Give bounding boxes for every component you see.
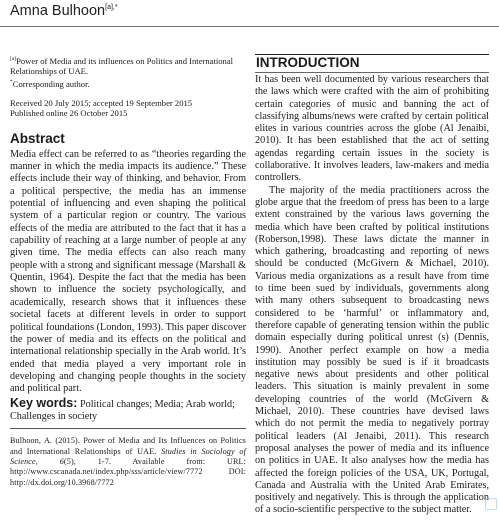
introduction-paragraph: It has been well documented by various researchers that the laws which were crafted with the aim of prohibiting certain categories of music and banning the act of classifying albums/news were crafted by certain political elites in various countries across the globe (Al Jenaibi, 2010). It has been established that the act of setting agendas regarding certain issues in the society is collaborative. It involves leaders, law-makers and media controllers. xyxy=(255,74,489,184)
corresponding-mark: * xyxy=(10,79,13,86)
corresponding-footnote xyxy=(10,77,246,89)
affiliation-text: Power of Media and its influences on Politics and International Relationships of UAE. xyxy=(10,55,234,77)
citation xyxy=(10,436,246,487)
left-column xyxy=(10,28,246,488)
citation-rule xyxy=(10,428,246,429)
header-rule xyxy=(0,26,499,27)
corresponding-text: Corresponding author. xyxy=(12,78,90,89)
author-name xyxy=(10,3,118,19)
keywords-text: Political changes; Media; Arab world; Challenges in society xyxy=(10,398,235,422)
introduction-heading: INTRODUCTION xyxy=(256,55,360,70)
affiliation-footnote xyxy=(10,54,246,77)
author-marks: [a],* xyxy=(105,4,118,12)
introduction-paragraph: The majority of the media practitioners across the globe argue that the freedom of press has been to a large extent constrained by the various laws governing the media which have been crafted by political institutions (Roberson,1998). These laws dictate the manner in which gathering, broadcasting and reporting of news should be conducted (McGivern & Michael, 2010). Various media organizations as a result have from time to time been sued by individuals, governments along with many others subsequent to broadcasting news considered to be ‘harmful’ or inflammatory and, therefore capable of generating tension within the public domain especially during political unrest (s) (Dennis, 1990). Another perfect example on how a media institution may possibly be sued is if it broadcasts negative news about presidents and other political leaders. This situation is mainly prevalent in some developing countries of the world (McGivern & Michael, 2010). These countries have devised laws which do not permit the media to negatively portray political leaders (Al Jenaibi, 2011). This research proposal analyses the power of media and its influence on politics in UAE. It also analyses how the media has affected the foreign policies of the USA, UK, Portugal, Canada and Australia with the United Arab Emirates, positively and negatively. This is through the application of a socio-scientific perspective to the subject matter. xyxy=(255,184,489,516)
abstract-heading: Abstract xyxy=(10,130,65,146)
keywords xyxy=(10,397,246,424)
right-column xyxy=(255,28,489,517)
published-date: Published online 26 October 2015 xyxy=(10,108,128,119)
citation-before: Bulhoon, A. (2015). Power of Media and Its Influences on Politics and International Relationships of UAE. xyxy=(10,436,246,456)
introduction-body xyxy=(255,74,489,517)
affiliation-mark: [a] xyxy=(10,56,17,62)
watermark-logo xyxy=(485,498,497,510)
keywords-label: Key words: xyxy=(10,395,78,410)
received-date: Received 20 July 2015; accepted 19 September 2015 xyxy=(10,97,193,108)
citation-journal: Studies in Sociology of Science, 6 xyxy=(10,446,246,466)
abstract-text: Media effect can be referred to as “theories regarding the manner in which the media impacts its audience.” These effects include their way of thinking, and behavior. From a political perspective, the media has an immense potential of influencing and even shaping the political system of a particular region or country. The various effects of the media are attributed to the fact that it has a capability of reaching at a large number of people at any given time. The media effects can also reach many people with a strong and significant message (Marshall & Quentin, 1964). Despite the fact that the media has been shown to influence the society psychologically, and academically, research shows that it influences these societal facets at different levels in order to support political foundations (London, 1993). This paper discover the power of media and its effects on the political and international relationship specially in the Arab world. It’s ended that media played a very important role in developing and changing people thoughts in the society and political part. xyxy=(10,148,246,395)
introduction-heading-box xyxy=(255,54,489,73)
author-name-text: Amna Bulhoon xyxy=(10,3,106,19)
citation-after: (5), 1-7. Available from: URL: http://www.cscanada.net/index.php/sss/article/view/7772 DOI: http://dx.doi.org/10.3968/7772 xyxy=(10,456,246,487)
